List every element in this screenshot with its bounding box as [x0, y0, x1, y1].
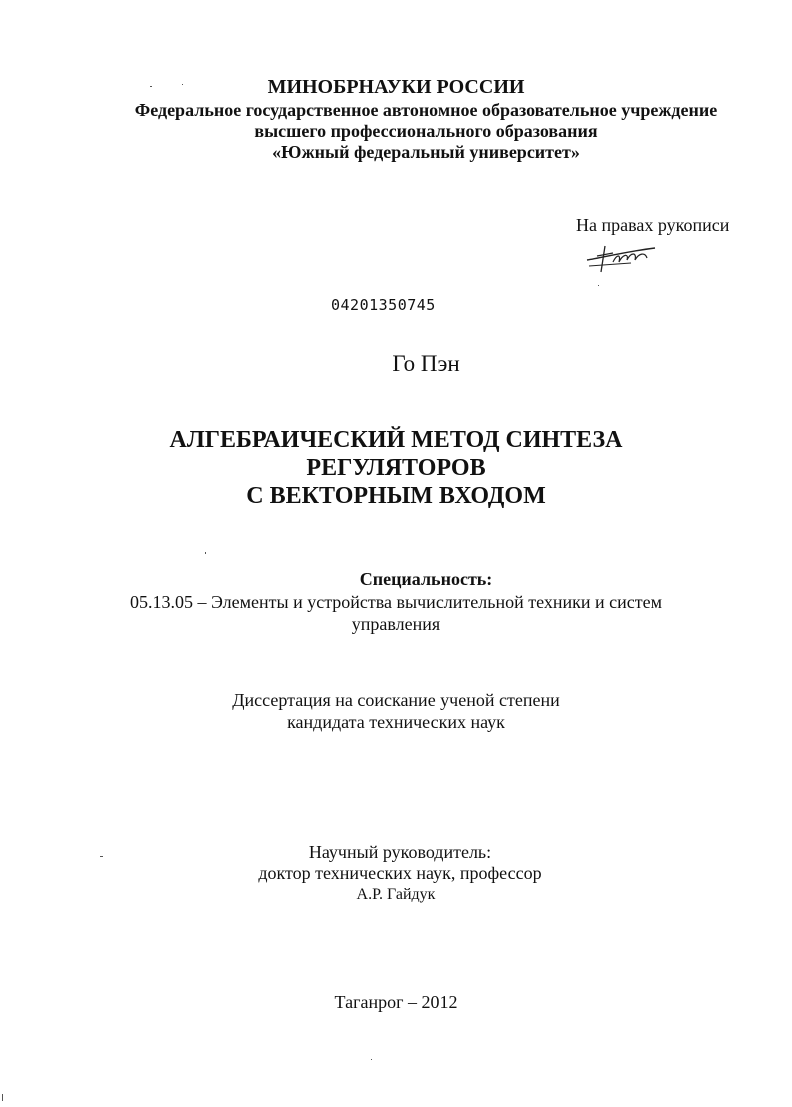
- title-line-1: АЛГЕБРАИЧЕСКИЙ МЕТОД СИНТЕЗА: [169, 427, 623, 453]
- supervisor-title: доктор технических наук, профессор: [258, 863, 542, 883]
- institution-line-1: Федеральное государственное автономное образовательное учреждение: [134, 100, 718, 120]
- ministry-name: МИНОБРНАУКИ РОССИИ: [267, 76, 525, 98]
- degree-line-2: кандидата технических наук: [287, 712, 505, 732]
- scan-speck: [205, 552, 206, 554]
- manuscript-label: На правах рукописи: [576, 215, 730, 235]
- scan-speck: [371, 1059, 372, 1060]
- title-line-3: С ВЕКТОРНЫМ ВХОДОМ: [246, 483, 546, 509]
- author-name: Го Пэн: [392, 351, 460, 376]
- scan-speck: [598, 285, 599, 286]
- specialty-heading: Специальность:: [359, 569, 493, 589]
- signature-icon: [583, 238, 663, 274]
- scan-speck: [182, 84, 183, 85]
- supervisor-heading: Научный руководитель:: [308, 842, 492, 862]
- document-number: 04201350745: [331, 296, 436, 314]
- institution-line-2: высшего профессионального образования: [254, 121, 598, 141]
- title-line-2: РЕГУЛЯТОРОВ: [306, 455, 486, 481]
- institution-line-3: «Южный федеральный университет»: [272, 142, 580, 162]
- scan-speck: [100, 856, 103, 857]
- scan-speck: [2, 1094, 3, 1101]
- specialty-line-1: 05.13.05 – Элементы и устройства вычислительной техники и систем: [130, 592, 662, 612]
- scan-speck: [150, 86, 152, 87]
- supervisor-name: А.Р. Гайдук: [356, 886, 436, 903]
- degree-line-1: Диссертация на соискание ученой степени: [232, 690, 560, 710]
- city-year: Таганрог – 2012: [334, 992, 458, 1012]
- specialty-line-2: управления: [351, 614, 441, 634]
